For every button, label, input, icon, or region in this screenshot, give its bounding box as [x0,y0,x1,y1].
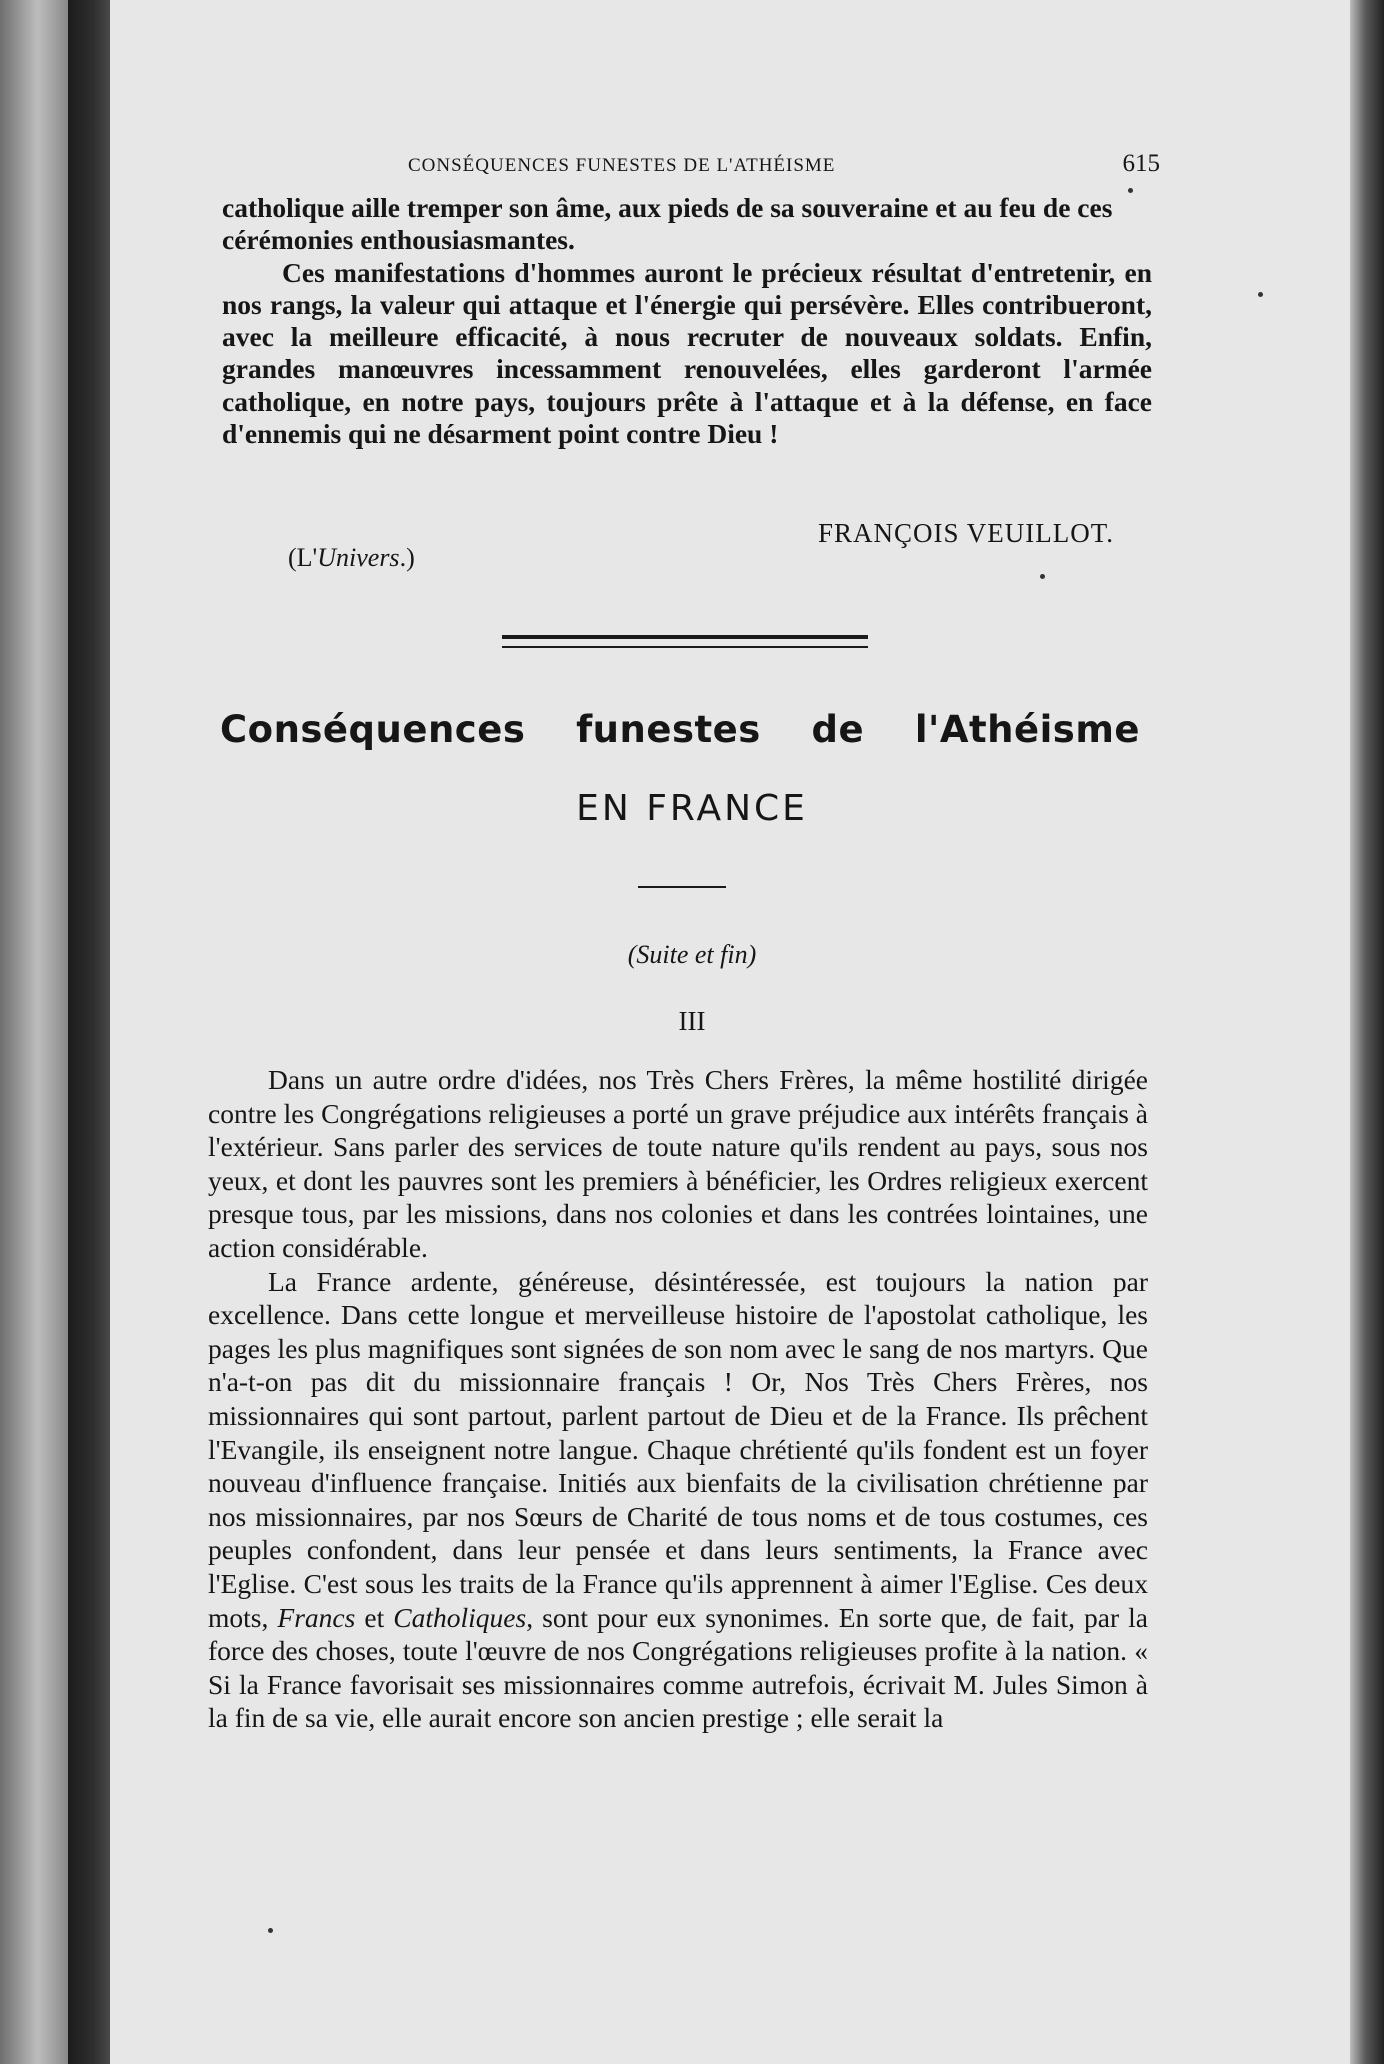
article-body [208,1063,1148,1735]
italic-term: Catholiques [393,1601,527,1633]
title-word: l'Athéisme [914,708,1140,751]
paragraph [208,1265,1148,1735]
text-run: , sont pour eux synonimes. En sorte que, de fait, par la force des choses, toute l'œuvre de nos Congrégations religieuses profite à la nation. « Si la France favorisait ses missionnaires comme autrefois, écrivait M. Jules Simon à la fin de sa vie, elle aurait encore son ancien prestige ; elle serait la [208,1601,1149,1734]
speck [1040,574,1045,579]
running-title: CONSÉQUENCES FUNESTES DE L'ATHÉISME [408,155,836,176]
article-subtitle: EN FRANCE [576,788,808,829]
paragraph: catholique aille tremper son âme, aux pieds de sa souveraine et au feu de ces cérémonies enthousiasmantes. [222,192,1113,256]
speck [268,1928,273,1933]
title-word: funestes [576,708,761,751]
title-word: de [811,708,865,751]
article-title [220,708,1140,751]
continuation-note: (Suite et fin) [627,940,757,969]
source-close: .) [399,543,415,572]
source-open: (L' [288,543,318,572]
previous-article-text [222,192,1152,450]
speck [1128,188,1133,193]
author-signature: FRANÇOIS VEUILLOT. [817,518,1114,548]
title-word: Conséquences [220,708,526,751]
paragraph: Dans un autre ordre d'idées, nos Très Chers Frères, la même hostilité dirigée contre les Congrégations religieuses a porté un grave préjudice aux intérêts français à l'extérieur. Sans parler des services de toute nature qu'ils rendent au pays, sous nos yeux, et dont les pauvres sont les premiers à bénéficier, les Ordres religieux exercent presque tous, par les missions, dans nos colonies et dans les contrées lointaines, une action considérable. [208,1064,1148,1263]
text-run: et [364,1601,385,1633]
section-number: III [678,1006,706,1036]
speck [1258,292,1263,297]
page-header [408,150,1160,178]
text-run: La France ardente, généreuse, désintéressée, est toujours la nation par excellence. Dans cette longue et merveilleuse histoire de l'apostolat catholique, les pages les plus magnifiques sont signées de son nom avec le sang de nos martyrs. Que n'a-t-on pas dit du missionnaire français ! Or, Nos Très Chers Frères, nos missionnaires qui sont partout, parlent partout de Dieu et de la France. Ils prêchent l'Evangile, ils enseignent notre langue. Chaque chrétienté qu'ils fondent est un foyer nouveau d'influence française. Initiés aux bienfaits de la civilisation chrétienne par nos missionnaires, par nos Sœurs de Charité de tous noms et de tous costumes, ces peuples confondent, dans leur pensée et dans leurs sentiments, la France avec l'Eglise. C'est sous les traits de la France qu'ils apprennent à aimer l'Eglise. Ces deux mots, [208,1265,1148,1633]
separator-rule [502,635,868,639]
italic-term: Francs [277,1601,356,1633]
separator-rule [502,646,868,648]
source-name: Univers [317,543,400,572]
paragraph: Ces manifestations d'hommes auront le précieux résultat d'entretenir, en nos rangs, la valeur qui attaque et l'énergie qui persévère. Elles contribueront, avec la meilleure efficacité, à nous recruter de nouveaux soldats. Enfin, grandes manœuvres incessamment renouvelées, elles garderont l'armée catholique, en notre pays, toujours prête à l'attaque et à la défense, en face d'ennemis qui ne désarment point contre Dieu ! [222,256,1152,450]
short-rule [638,886,726,888]
page-number: 615 [1122,150,1160,177]
source-citation [288,543,415,573]
